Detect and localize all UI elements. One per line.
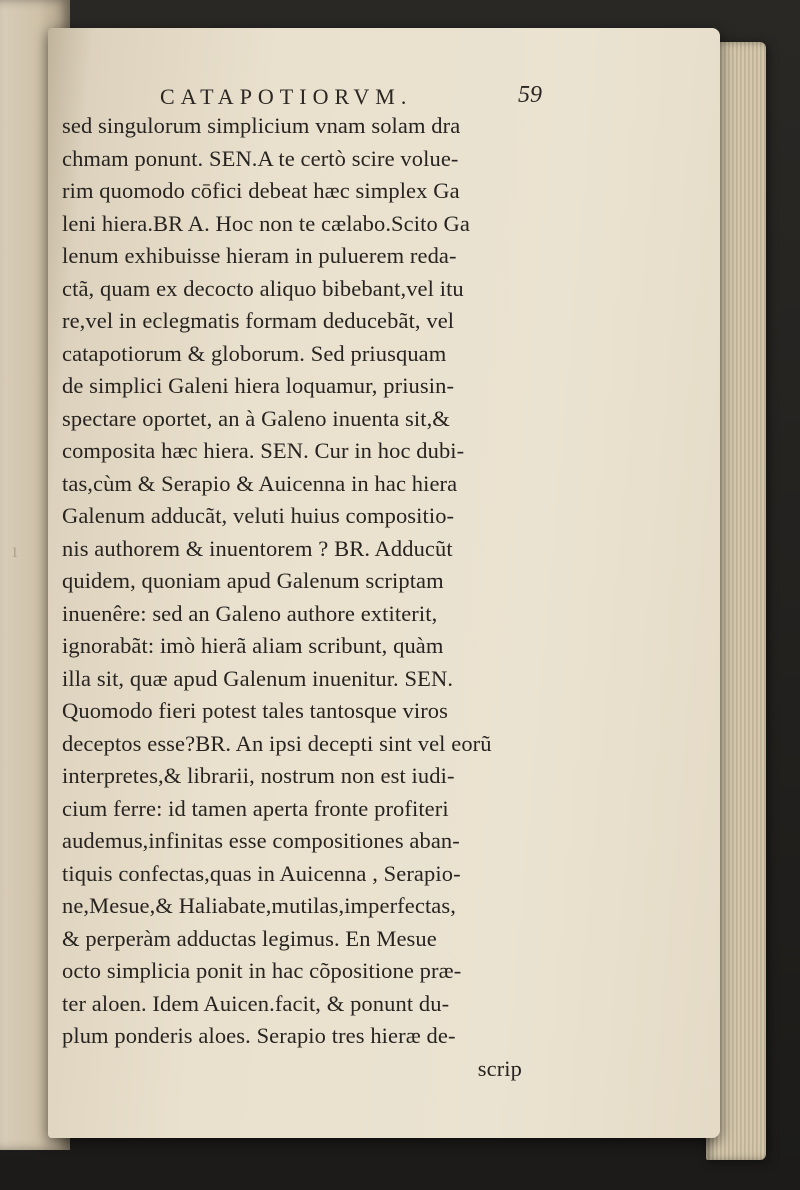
text-line: ignorabãt: imò hierã aliam scribunt, quàm: [62, 633, 444, 658]
text-line: Quomodo fieri potest tales tantosque viros: [62, 698, 449, 723]
text-line: audemus,infinitas esse compositiones aban-: [62, 828, 460, 853]
text-line: plum ponderis aloes. Serapio tres hieræ de-: [62, 1023, 456, 1048]
text-line: sed singulorum simplicium vnam solam dra: [62, 113, 461, 138]
text-line: spectare oportet, an à Galeno inuenta sit,&: [62, 405, 450, 431]
bleed-through-mark: ı: [12, 540, 18, 562]
text-line: ne,Mesue,& Haliabate,mutilas,imperfectas,: [62, 893, 456, 918]
text-line: nis authorem & inuentorem ? BR. Adducũt: [62, 535, 453, 561]
text-line: tiquis confectas,quas in Auicenna , Serapio-: [62, 860, 461, 886]
text-line: ctã, quam ex decocto aliquo bibebant,vel itu: [62, 275, 464, 301]
text-line: composita hæc hiera. SEN. Cur in hoc dubi-: [62, 438, 465, 463]
text-line: ter aloen. Idem Auicen.facit, & ponunt du-: [62, 990, 450, 1016]
text-line: leni hiera.BR A. Hoc non te cælabo.Scito Ga: [62, 210, 470, 236]
text-line: de simplici Galeni hiera loquamur, priusin-: [62, 373, 455, 398]
text-line: re,vel in eclegmatis formam deducebãt, vel: [62, 308, 455, 333]
text-line: interpretes,& librarii, nostrum non est iudi-: [62, 763, 455, 788]
text-line: deceptos esse?BR. An ipsi decepti sint vel eorũ: [62, 730, 492, 756]
running-head: CATAPOTIORVM.: [160, 84, 413, 109]
text-line: rim quomodo cōfici debeat hæc simplex Ga: [62, 178, 460, 203]
text-line: octo simplicia ponit in hac cõpositione præ-: [62, 958, 462, 983]
text-line: cium ferre: id tamen aperta fronte profiteri: [62, 795, 449, 821]
body-text: [62, 110, 532, 1085]
text-line: catapotiorum & globorum. Sed priusquam: [62, 340, 447, 366]
text-line: inuenêre: sed an Galeno authore extiterit,: [62, 600, 438, 626]
text-line: Galenum adducãt, veluti huius compositio-: [62, 503, 455, 528]
text-line: & perperàm adductas legimus. En Mesue: [62, 925, 437, 951]
text-line: illa sit, quæ apud Galenum inuenitur. SEN.: [62, 665, 454, 691]
catchword: scrip: [477, 1055, 522, 1081]
page-number: 59: [518, 82, 542, 108]
text-line: quidem, quoniam apud Galenum scriptam: [62, 568, 444, 593]
text-line: lenum exhibuisse hieram in puluerem reda-: [62, 243, 457, 268]
text-line: tas,cùm & Serapio & Auicenna in hac hiera: [62, 470, 458, 496]
text-line: chmam ponunt. SEN.A te certò scire volue-: [62, 145, 459, 171]
